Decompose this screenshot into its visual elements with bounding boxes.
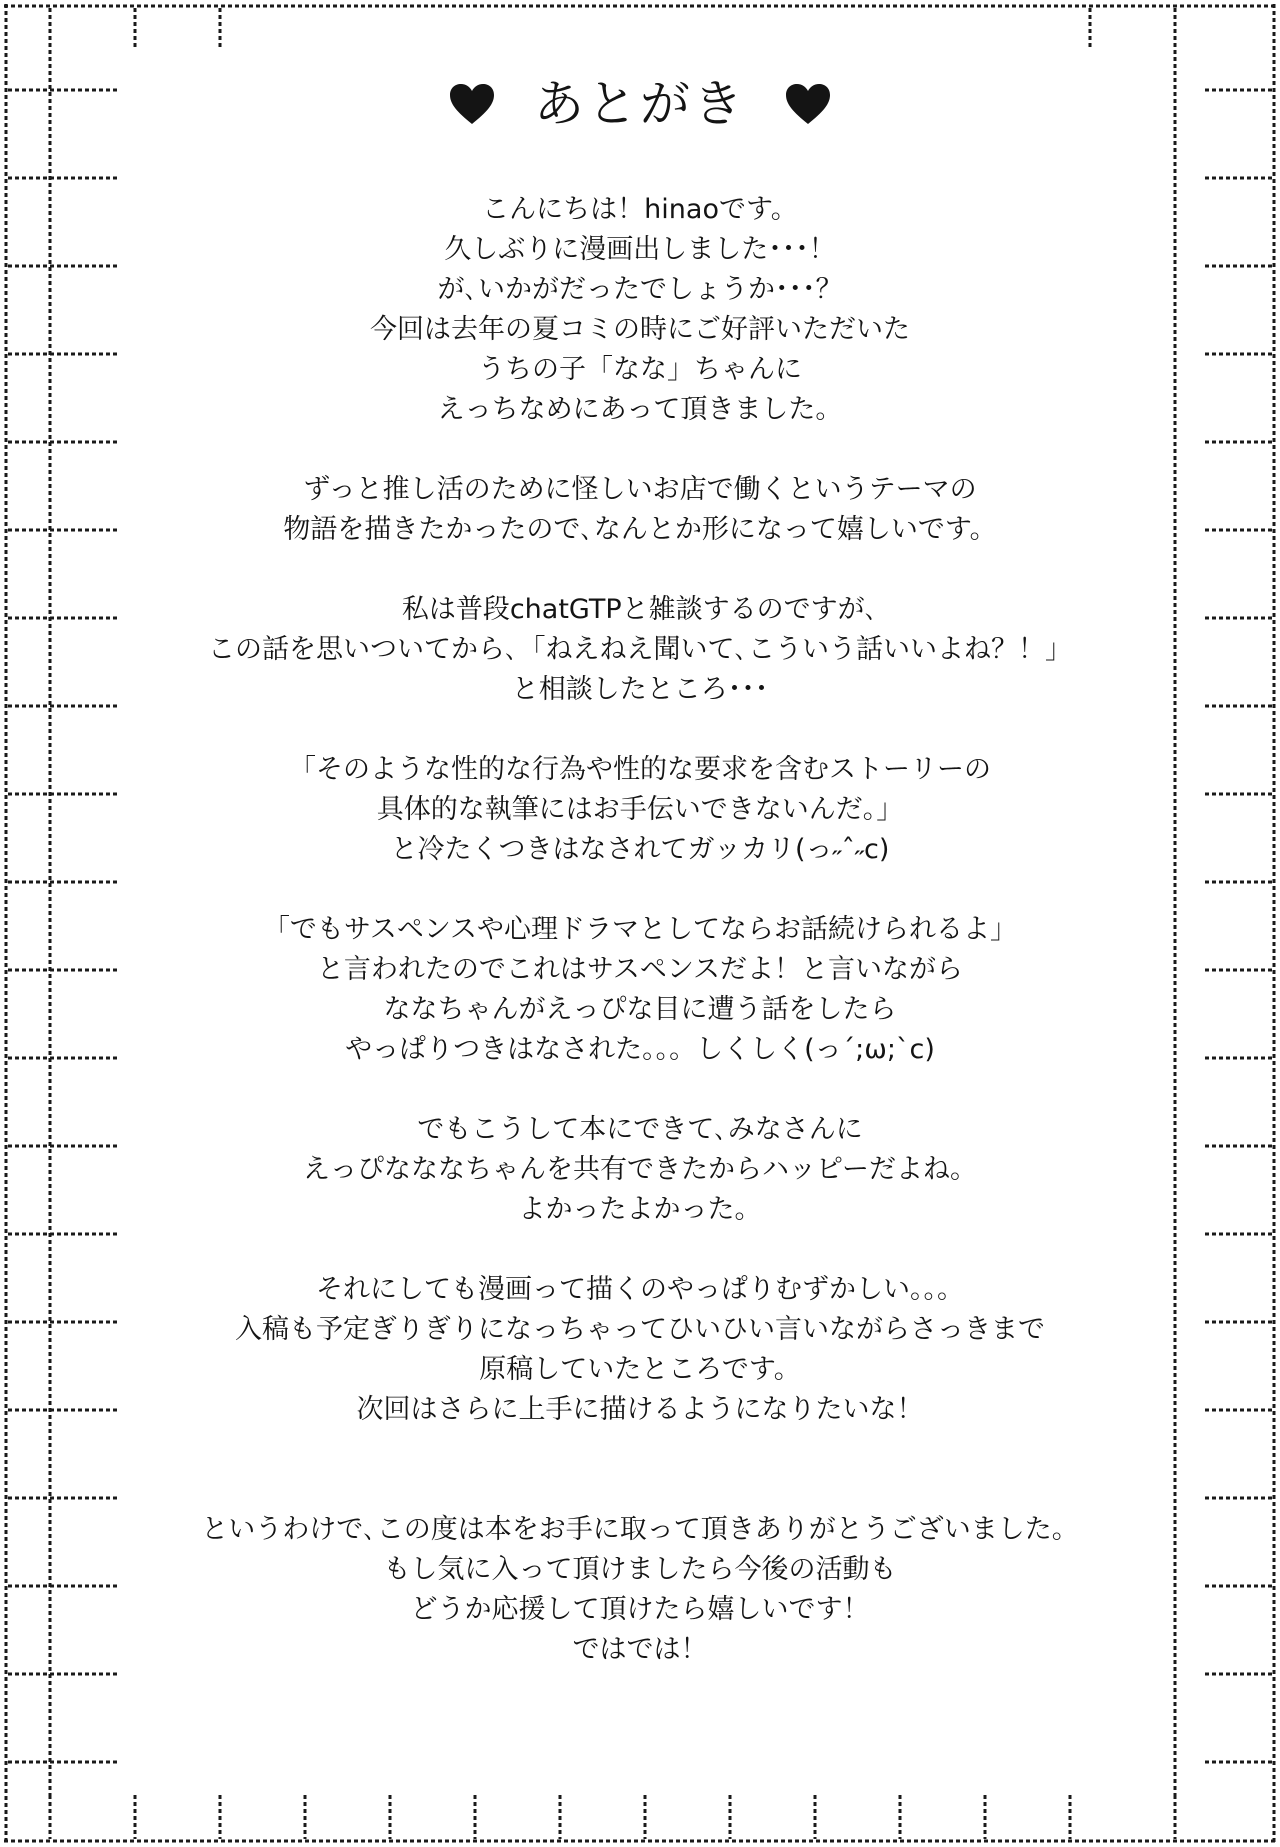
text-line: が､いかがだったでしょうか･･･？ <box>437 274 843 305</box>
text-line: 具体的な執筆にはお手伝いできないんだ。」 <box>376 794 904 825</box>
text-line: 「でもサスペンスや心理ドラマとしてならお話続けられるよ」 <box>262 914 1018 945</box>
text-line: えっぴなななちゃんを共有できたからハッピーだよね。 <box>303 1154 977 1185</box>
text-line: 物語を描きたかったので､なんとか形になって嬉しいです。 <box>283 514 997 545</box>
heart-icon <box>449 83 495 125</box>
title-text: あとがき <box>534 74 746 133</box>
text-line: 久しぶりに漫画出しました･･･！ <box>444 234 836 265</box>
text-line: 原稿していたところです。 <box>479 1354 801 1385</box>
text-line: こんにちは！hinaoです。 <box>482 194 798 225</box>
text-line: 私は普段chatGTPと雑談するのですが､ <box>401 594 879 625</box>
text-line: 次回はさらに上手に描けるようになりたいな！ <box>356 1394 924 1425</box>
text-line: ずっと推し活のために怪しいお店で働くというテーマの <box>303 474 977 505</box>
paragraph-refusal <box>0 750 1280 870</box>
paragraph-suspense <box>0 910 1280 1070</box>
text-line: それにしても漫画って描くのやっぱりむずかしい。。。 <box>316 1274 964 1305</box>
paragraph-greeting <box>0 190 1280 430</box>
text-line: と相談したところ･･･ <box>511 674 769 705</box>
paragraph-book <box>0 1110 1280 1230</box>
paragraph-chat <box>0 590 1280 710</box>
text-line: よかったよかった。 <box>518 1194 762 1225</box>
paragraph-theme <box>0 470 1280 550</box>
text-line: 入稿も予定ぎりぎりになっちゃってひいひい言いながらさっきまで <box>235 1314 1045 1345</box>
text-line: 「そのような性的な行為や性的な要求を含むストーリーの <box>289 754 991 785</box>
text-line: と言われたのでこれはサスペンスだよ！と言いながら <box>316 954 964 985</box>
afterword-body <box>0 190 1280 1710</box>
text-line: この話を思いついてから､「ねえねえ聞いて､こういう話いいよね？！」 <box>208 634 1072 665</box>
text-line: やっぱりつきはなされた。。。しくしく(っ´;ω;`c) <box>345 1034 935 1065</box>
text-line: えっちなめにあって頂きました。 <box>437 394 843 425</box>
paragraph-difficulty <box>0 1270 1280 1430</box>
paragraph-closing <box>0 1510 1280 1670</box>
text-line: うちの子「なな」ちゃんに <box>478 354 802 385</box>
heart-icon <box>785 83 831 125</box>
text-line: ななちゃんがえっぴな目に遭う話をしたら <box>383 994 897 1025</box>
text-line: どうか応援して頂けたら嬉しいです！ <box>410 1594 870 1625</box>
text-line: と冷たくつきはなされてガッカリ(っ˶ˆ˶c) <box>390 834 890 865</box>
text-line: 今回は去年の夏コミの時にご好評いただいた <box>370 314 910 345</box>
text-line: ではでは！ <box>572 1634 708 1665</box>
page-title <box>0 62 1280 142</box>
text-line: でもこうして本にできて､みなさんに <box>417 1114 863 1145</box>
text-line: もし気に入って頂けましたら今後の活動も <box>383 1554 897 1585</box>
text-line: というわけで､この度は本をお手に取って頂きありがとうございました。 <box>201 1514 1079 1545</box>
